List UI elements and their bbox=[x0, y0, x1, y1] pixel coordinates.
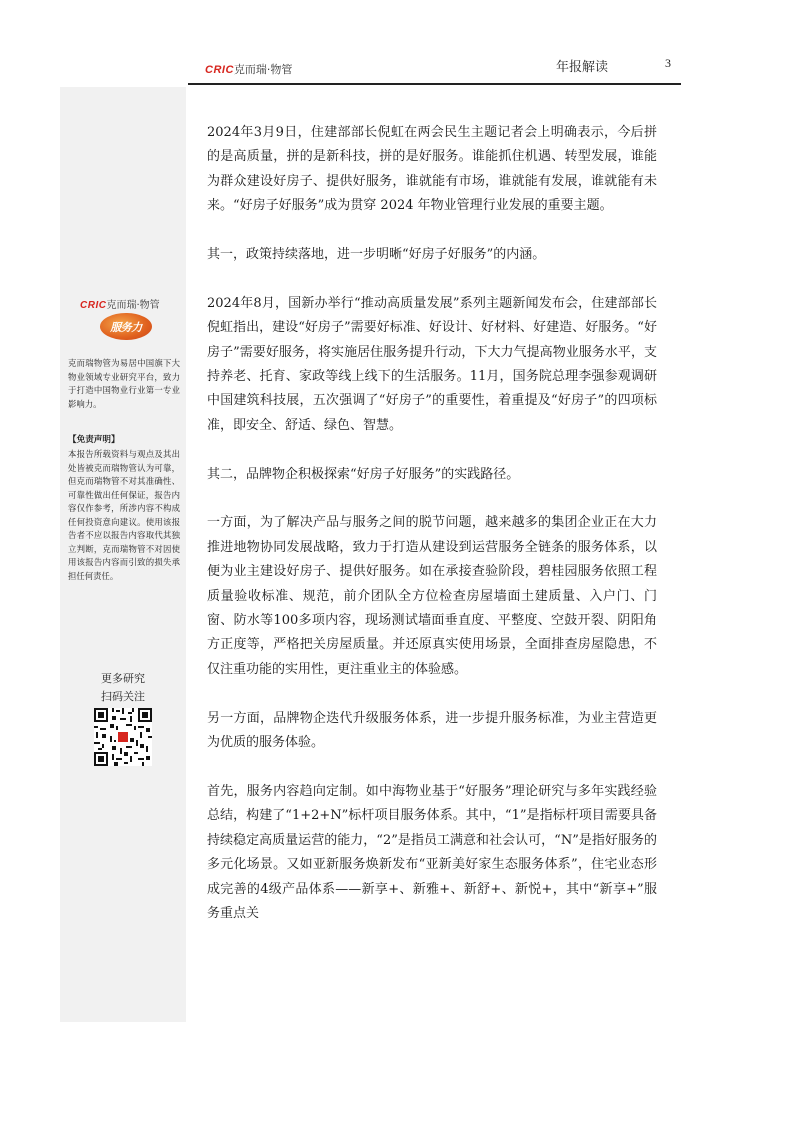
disclaimer-title: 【免责声明】 bbox=[68, 435, 120, 445]
paragraph-intro: 2024年3月9日，住建部部长倪虹在两会民生主题记者会上明确表示，今后拼的是高质量，拼的是新科技，拼的是好服务。谁能抓住机遇、转型发展，谁能为群众建设好房子、提供好服务，谁就能有市场，谁就能有发展，谁就能有未来。“好房子好服务”成为贯穿 2024 年物业管理行业发展的重要主题。 bbox=[207, 125, 657, 214]
badge-text: 服务力 bbox=[110, 320, 142, 334]
page-number: 3 bbox=[665, 56, 671, 70]
disclaimer-text: 本报告所载资料与观点及其出处皆被克而瑞物管认为可靠，但克而瑞物管不对其准确性、可靠性做出任何保证，报告内容仅作参考，所涉内容不构成任何投资意向建议。使用该报告者不应以报告内容取代其独立判断，克而瑞物管不对因使用该报告内容而引致的损失承担任何责任。 bbox=[68, 449, 180, 581]
paragraph-policy: 2024年8月，国新办举行“推动高质量发展”系列主题新闻发布会，住建部部长倪虹指出，建设“好房子”需要好标准、好设计、好材料、好建造、好服务。“好房子”需要好服务，将实施居住服务提升行动，下大力气提高物业服务水平，支持养老、托育、家政等线上线下的生活服务。11月，国务院总理李强参观调研中国建筑科技展，五次强调了“好房子”的重要性，着重提及“好房子”的四项标准，即安全、舒适、绿色、智慧。 bbox=[207, 295, 657, 433]
paragraph-point-two: 其二，品牌物企积极探索“好房子好服务”的实践路径。 bbox=[207, 466, 520, 482]
follow-line-1: 更多研究 bbox=[101, 672, 145, 685]
paragraph-point-one: 其一，政策持续落地，进一步明晰“好房子好服务”的内涵。 bbox=[207, 247, 546, 263]
service-power-badge-icon bbox=[100, 313, 152, 340]
brand-logo bbox=[205, 61, 292, 77]
sidebar-brand-logo bbox=[80, 296, 160, 311]
sidebar-brand-cric-text: CRIC bbox=[80, 300, 107, 311]
brand-name-text: 克而瑞·物管 bbox=[233, 63, 293, 76]
qr-code-icon[interactable] bbox=[94, 708, 152, 766]
paragraph-one-hand: 一方面，为了解决产品与服务之间的脱节问题，越来越多的集团企业正在大力推进地物协同发展战略，致力于打造从建设到运营服务全链条的服务体系，以便为业主建设好房子、提供好服务。如在承接查验阶段，碧桂园服务依照工程质量验收标准、规范，前介团队全方位检查房屋墙面土建质量、入户门、门窗、防水等100多项内容，现场测试墙面垂直度、平整度、空鼓开裂、阴阳角方正度等，严格把关房屋质量。并还原真实使用场景，全面排查房屋隐患，不仅注重功能的实用性，更注重业主的体验感。 bbox=[207, 515, 657, 677]
follow-prompt bbox=[60, 670, 186, 706]
brand-cric-text: CRIC bbox=[205, 64, 234, 76]
sidebar-intro: 克而瑞物管为易居中国旗下大物业领域专业研究平台，致力于打造中国物业行业第一专业影响力。 bbox=[68, 358, 180, 409]
sidebar bbox=[60, 87, 186, 1022]
paragraph-first: 首先，服务内容趋向定制。如中海物业基于“好服务”理论研究与多年实践经验总结，构建了“1+2+N”标杆项目服务体系。其中，“1”是指标杆项目需要具备持续稳定高质量运营的能力，“2”是指员工满意和社会认可，“N”是指好服务的多元化场景。又如亚新服务焕新发布“亚新美好家生态服务体系”，住宅业态形成完善的4级产品体系——新享+、新雅+、新舒+、新悦+，其中“新享+”服务重点关 bbox=[207, 783, 657, 921]
follow-line-2: 扫码关注 bbox=[101, 690, 145, 703]
sidebar-brand-name-text: 克而瑞·物管 bbox=[106, 300, 160, 311]
paragraph-other-hand: 另一方面，品牌物企迭代升级服务体系，进一步提升服务标准，为业主营造更为优质的服务体验。 bbox=[207, 710, 657, 751]
page-header bbox=[0, 0, 793, 86]
header-divider bbox=[188, 83, 681, 85]
article-body bbox=[207, 121, 657, 926]
section-title: 年报解读 bbox=[556, 60, 609, 75]
